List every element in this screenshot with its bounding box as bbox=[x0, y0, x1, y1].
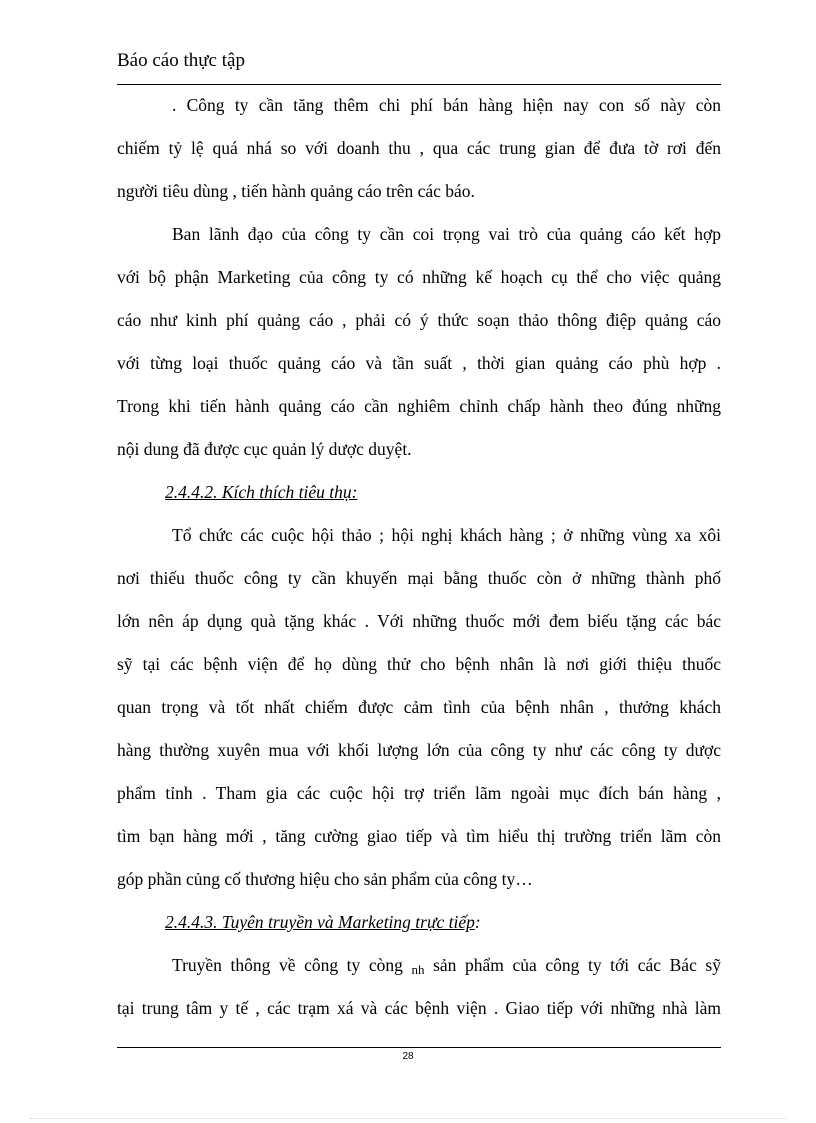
paragraph-line: hàng thường xuyên mua với khối lượng lớn của công ty như các công ty dược bbox=[117, 740, 721, 760]
paragraph-line: chiếm tỷ lệ quá nhá so với doanh thu , qua các trung gian để đưa tờ rơi đến bbox=[117, 138, 721, 158]
paragraph-line bbox=[117, 950, 721, 993]
paragraph-line: với từng loại thuốc quảng cáo và tần suất , thời gian quảng cáo phù hợp . bbox=[117, 353, 721, 373]
page-edge-divider bbox=[30, 1118, 786, 1119]
paragraph-line: tại trung tâm y tế , các trạm xá và các bệnh viện . Giao tiếp với những nhà làm bbox=[117, 998, 721, 1018]
paragraph-line: tìm bạn hàng mới , tăng cường giao tiếp và tìm hiểu thị trường triển lãm còn bbox=[117, 826, 721, 846]
page-number: 28 bbox=[402, 1051, 414, 1062]
paragraph-line: nội dung đã được cục quản lý dược duyệt. bbox=[117, 439, 412, 459]
paragraph-line: góp phần củng cố thương hiệu cho sản phẩm của công ty… bbox=[117, 869, 533, 889]
section-heading-2-4-4-3 bbox=[165, 907, 481, 950]
paragraph-line: với bộ phận Marketing của công ty có những kế hoạch cụ thể cho việc quảng bbox=[117, 267, 721, 287]
paragraph-line: người tiêu dùng , tiến hành quảng cáo trên các báo. bbox=[117, 181, 475, 201]
section-heading-text: 2.4.4.3. Tuyên truyền và Marketing trực tiếp bbox=[165, 912, 475, 932]
paragraph-line: nơi thiếu thuốc công ty cần khuyến mại bằng thuốc còn ở những thành phố bbox=[117, 568, 721, 588]
paragraph-line: cáo như kinh phí quảng cáo , phải có ý thức soạn thảo thông điệp quảng cáo bbox=[117, 310, 721, 330]
section-heading-2-4-4-2 bbox=[165, 477, 357, 520]
header-title: Báo cáo thực tập bbox=[117, 50, 245, 71]
paragraph-line: lớn nên áp dụng quà tặng khác . Với những thuốc mới đem biếu tặng các bác bbox=[117, 611, 721, 631]
paragraph-line: quan trọng và tốt nhất chiếm được cảm tình của bệnh nhân , thưởng khách bbox=[117, 697, 721, 717]
line-segment: Truyền thông về công ty còng bbox=[172, 955, 403, 975]
line-segment: sản phẩm của công ty tới các Bác sỹ bbox=[433, 955, 721, 975]
line-segment-small: nh bbox=[411, 962, 425, 977]
header-rule bbox=[117, 84, 721, 85]
paragraph-line: phẩm tỉnh . Tham gia các cuộc hội trợ triển lãm ngoài mục đích bán hàng , bbox=[117, 783, 721, 803]
paragraph-line: sỹ tại các bệnh viện để họ dùng thử cho bệnh nhân là nơi giới thiệu thuốc bbox=[117, 654, 721, 674]
paragraph-line: Trong khi tiến hành quảng cáo cần nghiêm chỉnh chấp hành theo đúng những bbox=[117, 396, 721, 416]
paragraph-line: Tổ chức các cuộc hội thảo ; hội nghị khách hàng ; ở những vùng xa xôi bbox=[172, 525, 721, 545]
section-heading-text: 2.4.4.2. Kích thích tiêu thụ: bbox=[165, 482, 358, 502]
paragraph-line: . Công ty cần tăng thêm chi phí bán hàng hiện nay con số này còn bbox=[172, 95, 721, 115]
footer-rule bbox=[117, 1047, 721, 1048]
paragraph-line: Ban lãnh đạo của công ty cần coi trọng vai trò của quảng cáo kết hợp bbox=[172, 224, 721, 244]
section-heading-colon: : bbox=[474, 912, 481, 932]
